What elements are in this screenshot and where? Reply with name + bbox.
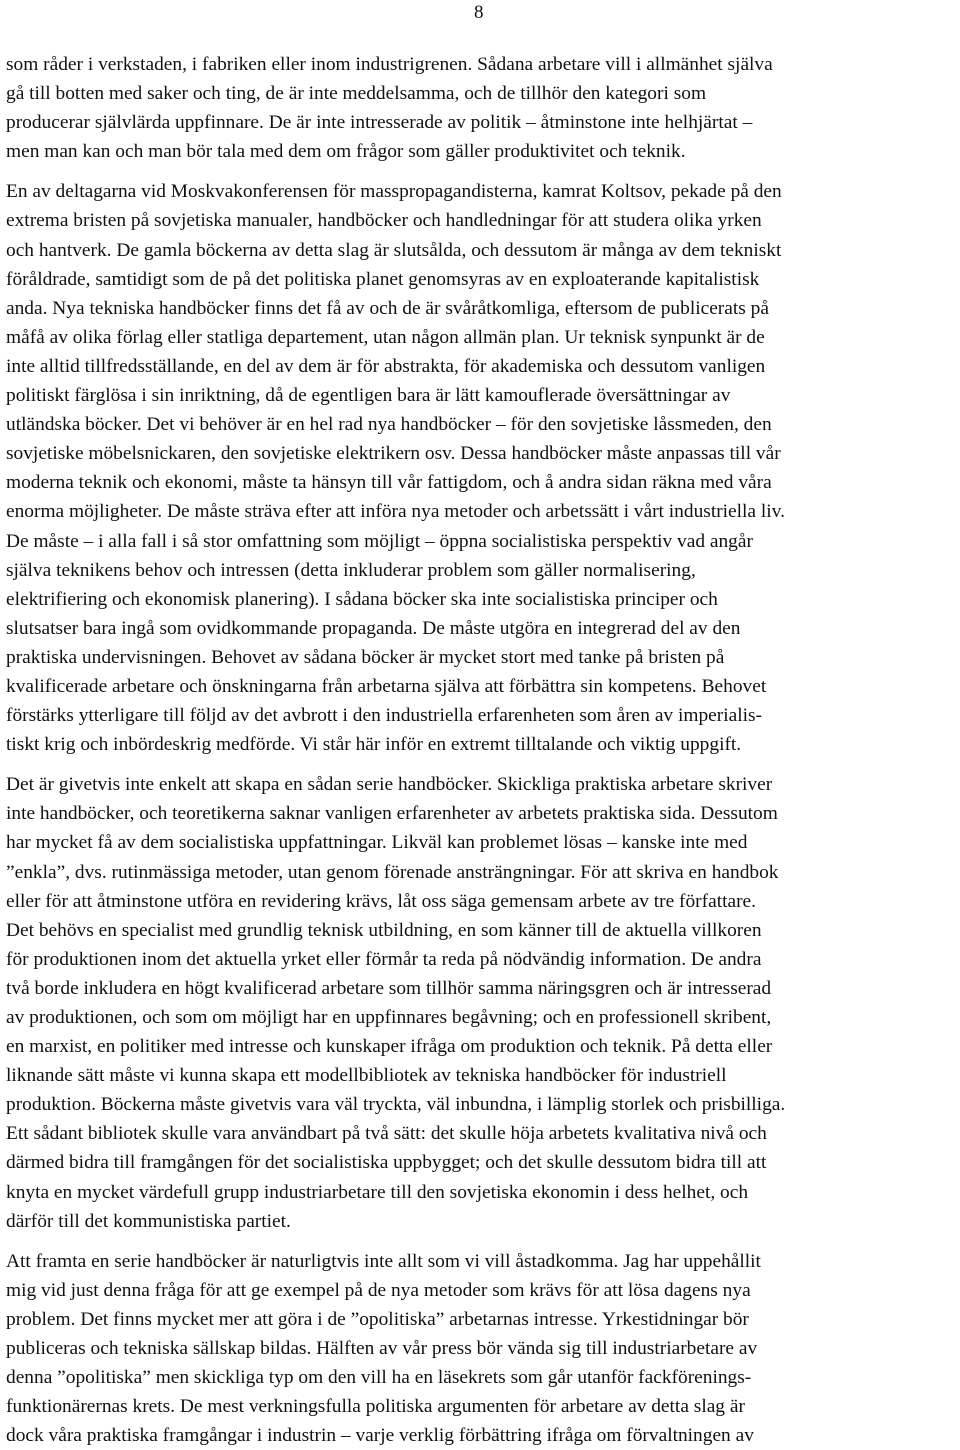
paragraph (6, 177, 956, 759)
text-line: ”enkla”, dvs. rutinmässiga metoder, utan genom förenade ansträngningar. För att skriva en handbok (6, 861, 779, 883)
text-line: publiceras och tekniska sällskap bildas. Hälften av vår press bör vända sig till industriarbetare av (6, 1338, 758, 1360)
text-line: måfå av olika förlag eller statliga departement, utan någon allmän plan. Ur teknisk synpunkt är de (6, 326, 765, 348)
text-line: eller för att åtminstone utföra en revidering krävs, låt oss säga gemensam arbete av tre författare. (6, 890, 756, 912)
text-line: inte alltid tillfredsställande, en del av dem är för abstrakta, för akademiska och dessutom vanligen (6, 355, 766, 377)
text-line: Att framta en serie handböcker är naturligtvis inte allt som vi vill åstadkomma. Jag har uppehållit (6, 1250, 761, 1272)
paragraph (6, 1247, 956, 1450)
document-body (6, 50, 956, 1450)
text-line: därmed bidra till framgången för det socialistiska uppbygget; och det skulle dessutom bidra till att (6, 1152, 767, 1174)
text-line: En av deltagarna vid Moskvakonferensen för masspropagandisterna, kamrat Koltsov, pekade på den (6, 181, 782, 203)
paragraph (6, 770, 956, 1236)
text-line: men man kan och man bör tala med dem om frågor som gäller produktivitet och teknik. (6, 141, 686, 163)
text-line: mig vid just denna fråga för att ge exempel på de nya metoder som krävs för att lösa dagens nya (6, 1279, 751, 1301)
text-line: som råder i verkstaden, i fabriken eller inom industrigrenen. Sådana arbetare vill i allmänhet själva (6, 54, 773, 75)
text-line: problem. Det finns mycket mer att göra i de ”opolitiska” arbetarnas intresse. Yrkestidningar bör (6, 1308, 749, 1330)
text-line: moderna teknik och ekonomi, måste ta hänsyn till vår fattigdom, och å andra sidan räkna med våra (6, 472, 772, 494)
text-line: praktiska undervisningen. Behovet av sådana böcker är mycket stort med tanke på bristen på (6, 646, 725, 668)
text-line: slutsatser bara ingå som ovidkommande propaganda. De måste utgöra en integrerad del av den (6, 617, 741, 639)
text-line: politiskt färglösa i sin inriktning, då de egentligen bara är lätt kamouflerade översättningar av (6, 385, 731, 407)
text-line: själva teknikens behov och intressen (detta inkluderar problem som gäller normalisering, (6, 559, 696, 581)
text-line: en marxist, en politiker med intresse och kunskaper ifråga om produktion och teknik. På detta eller (6, 1036, 773, 1058)
text-line: Ett sådant bibliotek skulle vara användbart på två sätt: det skulle höja arbetets kvalitativa nivå och (6, 1123, 767, 1145)
text-line: kvalificerade arbetare och önskningarna från arbetarna själva att förbättra sin kompetens. Behovet (6, 675, 767, 697)
text-line: denna ”opolitiska” men skickliga typ om den vill ha en läsekrets som går utanför fackförenings- (6, 1367, 752, 1389)
text-line: förstärks ytterligare till följd av det avbrott i den industriella erfarenheten som åren av imperialis- (6, 705, 762, 727)
text-line: två borde inkludera en högt kvalificerad arbetare som tillhör samma näringsgren och är intresserad (6, 977, 772, 999)
text-line: produktion. Böckerna måste givetvis vara väl tryckta, väl inbundna, i lämplig storlek och prisbilliga. (6, 1094, 786, 1116)
text-line: utländska böcker. Det vi behöver är en hel rad nya handböcker – för den sovjetiske låssmeden, den (6, 414, 772, 436)
text-line: därför till det kommunistiska partiet. (6, 1210, 291, 1232)
text-line: inte handböcker, och teoretikerna saknar vanligen erfarenheter av arbetets praktiska sida. Dessutom (6, 803, 778, 825)
text-line: elektrifiering och ekonomisk planering). I sådana böcker ska inte socialistiska principer och (6, 588, 718, 610)
text-line: sovjetiske möbelsnickaren, den sovjetiske elektrikern osv. Dessa handböcker måste anpassas till vår (6, 443, 781, 465)
text-line: tiskt krig och inbördeskrig medförde. Vi står här inför en extremt tilltalande och viktig uppgift. (6, 734, 742, 756)
text-line: liknande sätt måste vi kunna skapa ett modellbibliotek av tekniska handböcker för industriell (6, 1065, 727, 1087)
text-line: De måste – i alla fall i så stor omfattning som möjligt – öppna socialistiska perspektiv vad angår (6, 530, 753, 552)
text-line: och hantverk. De gamla böckerna av detta slag är slutsålda, och dessutom är många av dem tekniskt (6, 239, 782, 261)
text-line: knyta en mycket värdefull grupp industriarbetare till den sovjetiska ekonomin i dess helhet, och (6, 1181, 749, 1203)
text-line: Det behövs en specialist med grundlig teknisk utbildning, en som känner till de aktuella villkoren (6, 919, 762, 941)
text-line: extrema bristen på sovjetiska manualer, handböcker och handledningar för att studera olika yrken (6, 210, 762, 232)
text-line: för produktionen inom det aktuella yrket eller förmår ta reda på nödvändig information. De andra (6, 948, 762, 970)
text-line: gå till botten med saker och ting, de är inte meddelsamma, och de tillhör den kategori som (6, 83, 707, 105)
text-line: funktionärernas krets. De mest verkningsfulla politiska argumenten för arbetare av detta slag är (6, 1396, 745, 1418)
text-line: dock våra praktiska framgångar i industrin – varje verklig förbättring ifråga om förvaltningen av (6, 1425, 754, 1447)
text-line: har mycket få av dem socialistiska uppfattningar. Likväl kan problemet lösas – kanske inte med (6, 832, 748, 854)
text-line: enorma möjligheter. De måste sträva efter att införa nya metoder och arbetssätt i vårt industriella liv. (6, 501, 785, 523)
text-line: föråldrade, samtidigt som de på det politiska planet genomsyras av en exploaterande kapitalistisk (6, 268, 760, 290)
text-line: producerar självlärda uppfinnare. De är inte intresserade av politik – åtminstone inte helhjärtat – (6, 112, 753, 134)
page-number: 8 (474, 2, 484, 23)
paragraph (6, 50, 956, 166)
text-line: av produktionen, och som om möjligt har en uppfinnares begåvning; och en professionell skribent, (6, 1007, 772, 1028)
text-line: Det är givetvis inte enkelt att skapa en sådan serie handböcker. Skickliga praktiska arbetare skriver (6, 774, 773, 796)
text-line: anda. Nya tekniska handböcker finns det få av och de är svåråtkomliga, eftersom de publicerats på (6, 297, 769, 319)
